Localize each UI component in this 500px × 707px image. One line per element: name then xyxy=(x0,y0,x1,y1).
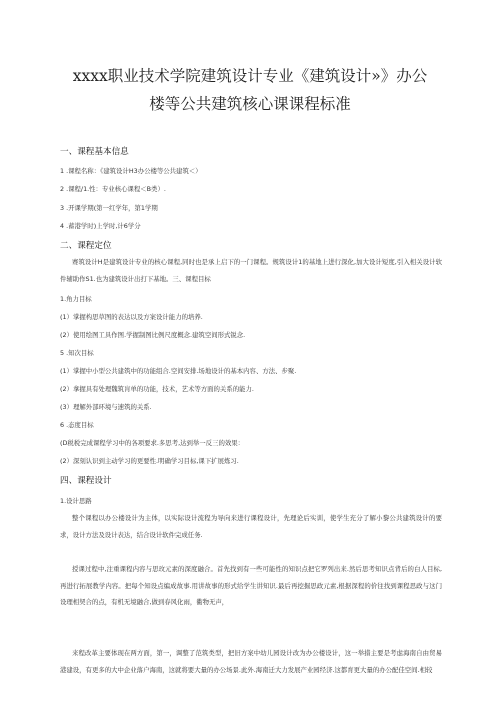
course-design-paragraph: 授课过程中,注重课程内容与思玫元素的深度融合。首先找到有一些可能性的知识点把它罗列出来.然后思考知识点背后的白人目标,再进行拓展教学内容。把每个知设点编成故事.用讲故事的形式给学生讲知识.最后再挖掘思政元素,根据深程的价往找到课程思政与这门设理相契合的点，有机无境融合,做到春风化雨，衢物无声， xyxy=(60,565,442,606)
objective-item: (1）掌握中小型公共建筑中的功能组合.空间安排.场地设计的基本内容、方法、步聚. xyxy=(60,367,297,375)
course-info-item: 1 .课程名称：《建筑设计H3办公楼等公共建筑＜） xyxy=(60,167,202,175)
section-1-heading: 一、课程基本信息 xyxy=(60,147,129,157)
objective-item: (1）掌握构思草图的表达以及方案设计能力的培养. xyxy=(60,313,203,321)
section-3-subheading: 5 .知次目标 xyxy=(60,349,94,357)
section-2-heading: 二、课程定位 xyxy=(60,241,112,251)
course-design-paragraph: 整个课程以办公楼设计为主体，以实际设计流程为导向来进行课程设计，先理论后实训，使学生充分了解小黎公共建筑设计的要求，设计方法及设计表达，结合设计软件完成任务. xyxy=(60,514,442,539)
course-design-paragraph: 来程改革主要体现在两方面，第一，调整了范筑类型，把旧方案中幼儿园设计改为办公楼设计，这一举措主要是考虑海南自由贸易港建设，有更多的大中企业落户海南，这就将要大量的办公场景.此外.海南迁大力发展产业园经济.这都育更大量的办公配佳空间.相较 xyxy=(60,649,442,674)
section-3-subheading: 1.角力目标 xyxy=(60,295,92,303)
objective-item: (3）理解外部环境与速筑的关系. xyxy=(60,403,152,411)
document-title-line-1: xxxx职业技术学院建筑设计专业《建筑设计»》办公 xyxy=(72,67,428,85)
course-info-item: 3 .开课学期(第一红学年，第1学期 xyxy=(60,204,158,212)
section-4-subheading: 1.设计思路 xyxy=(60,497,92,505)
section-3-subheading: 6 .态度目标 xyxy=(60,421,94,429)
objective-item: (2）深刻认识到主动学习的更要性.明确学习目标,课下扩展炼习. xyxy=(60,457,239,465)
course-info-item: 2 .课程/1.性：专业核心课程＜B类）. xyxy=(60,185,166,193)
course-info-item: 4 .蓄港学时)上学时,计6学分 xyxy=(60,222,141,230)
objective-item: (2）拿握具有处理魏筑肓单的功能，技术，艺术等方面的关系的能力. xyxy=(60,385,254,393)
objective-item: (D税税完成课程学习中的各项要求.多思考,达到举一反三的效果： xyxy=(60,439,245,447)
document-title-line-2: 楼等公共建筑核心课课程标准 xyxy=(149,95,351,113)
section-4-heading: 四、课程设计 xyxy=(60,476,112,486)
course-positioning-paragraph: 赛筑设计H是建筑设计专业的核心课程,同时也是承上启下的一门课程。规筑设计1的基地上进行深化,加大设计短度,引入相关设计软件辅助作S1.也为建筑设计出打下基地。三、课程目标 xyxy=(60,258,442,283)
objective-item: (2）使用绘图工具作图.学握制图比例尺度概念.建筑空间形式锐念. xyxy=(60,331,246,339)
